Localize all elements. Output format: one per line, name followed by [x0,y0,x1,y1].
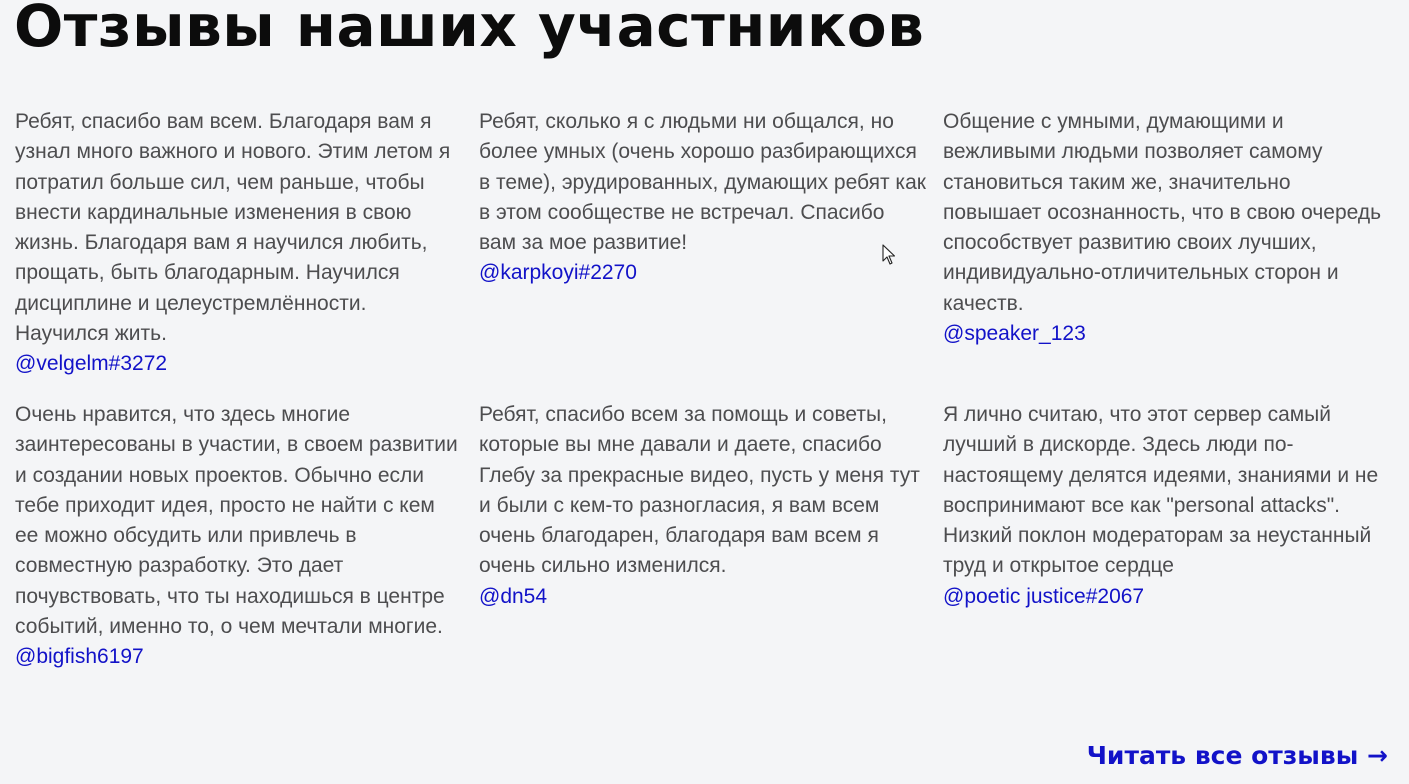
review-text: Общение с умными, думающими и вежливыми людьми позволяет самому становиться таким же, значительно повышает осознанность, что в свою очередь способствует развитию своих лучших, индивидуально-отличительных сторон и качеств. [943,110,1382,315]
review-author-link[interactable]: @bigfish6197 [15,645,144,669]
review-text: Ребят, спасибо всем за помощь и советы, которые вы мне давали и даете, спасибо Глебу за прекрасные видео, пусть у меня тут и были с кем-то разногласия, я вам всем очень благодарен, благодаря вам всем я очень сильно изменился. [479,403,920,578]
review-card [15,107,463,380]
review-author-link[interactable]: @karpkoyi#2270 [479,261,637,285]
review-author-link[interactable]: @poetic justice#2067 [943,584,1145,608]
review-card [15,400,463,673]
review-card [479,400,927,612]
review-text: Ребят, спасибо вам всем. Благодаря вам я узнал много важного и нового. Этим летом я потратил больше сил, чем раньше, чтобы внести кардинальные изменения в свою жизнь. Благодаря вам я научился любить, прощать, быть благодарным. Научился дисциплине и целеустремлённости. Научился жить. [15,110,451,346]
review-card [943,400,1383,612]
review-card [479,107,927,289]
review-card [943,107,1383,349]
review-author-link[interactable]: @velgelm#3272 [15,352,168,376]
section-title: Отзывы наших участников [14,0,925,60]
review-text: Ребят, сколько я с людьми ни общался, но более умных (очень хорошо разбирающихся в теме), эрудированных, думающих ребят как в этом сообществе не встречал. Спасибо вам за мое развитие! [479,110,926,255]
review-text: Я лично считаю, что этот сервер самый лучший в дискорде. Здесь люди по-настоящему делятся идеями, знаниями и не воспринимают все как "personal attacks". Низкий поклон модераторам за неустанный труд и открытое сердце [943,403,1379,578]
read-all-reviews-link[interactable]: Читать все отзывы → [1086,741,1388,770]
review-text: Очень нравится, что здесь многие заинтересованы в участии, в своем развитии и создании новых проектов. Обычно если тебе приходит идея, просто не найти с кем ее можно обсудить или привлечь в совместную разработку. Это дает почувствовать, что ты находишься в центре событий, именно то, о чем мечтали многие. [15,403,458,639]
review-author-link[interactable]: @dn54 [479,584,548,608]
mouse-pointer-icon [882,244,896,266]
review-author-link[interactable]: @speaker_123 [943,322,1086,346]
